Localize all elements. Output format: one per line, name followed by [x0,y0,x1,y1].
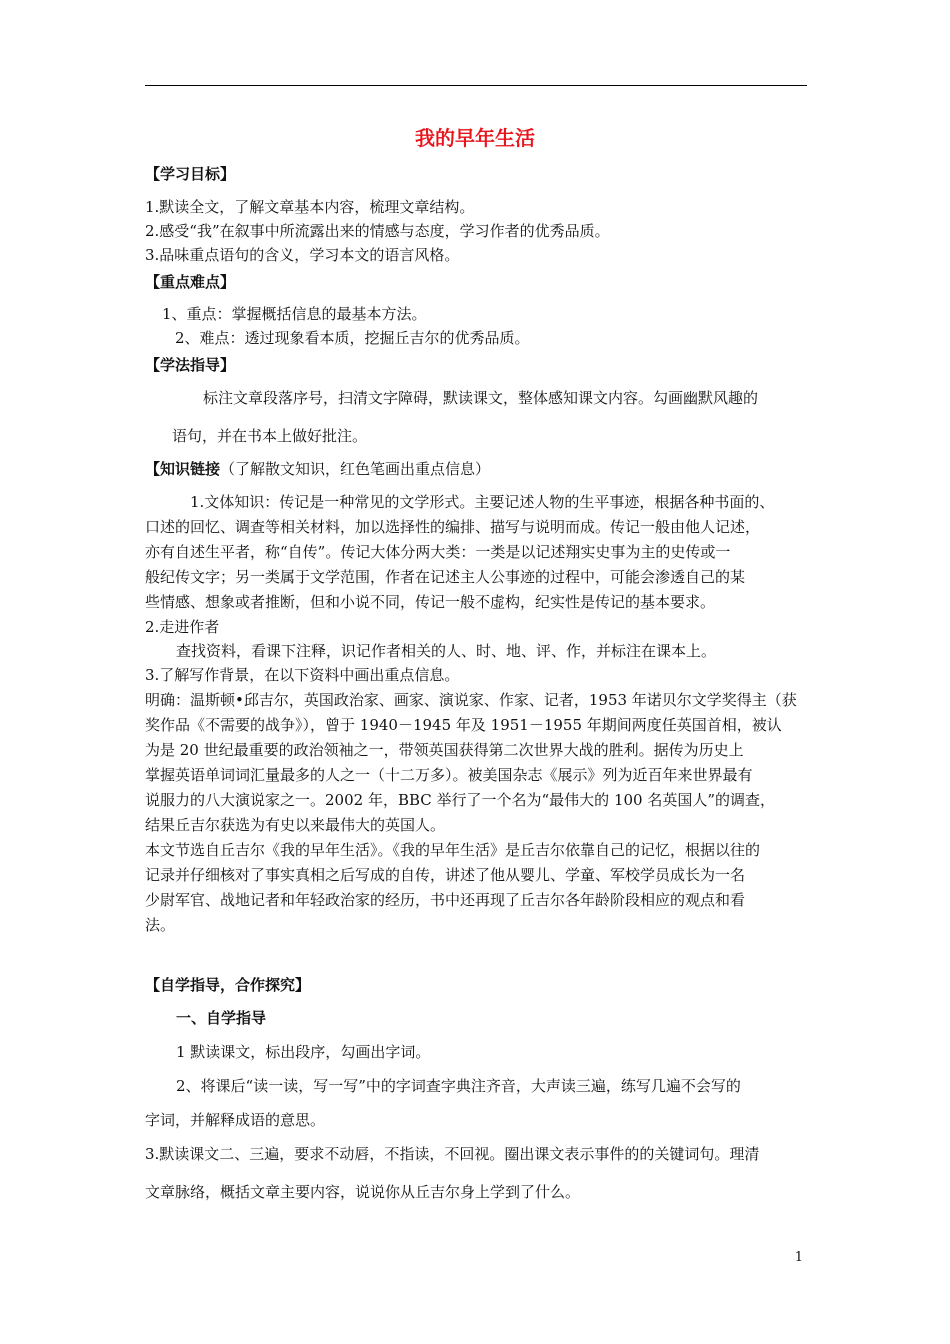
self-study-line: 字词，并解释成语的意思。 [145,1111,326,1129]
knowledge-line: 本文节选自丘吉尔《我的早年生活》。《我的早年生活》是丘吉尔依靠自己的记忆，根据以往的 [145,841,761,859]
knowledge-line: 些情感、想象或者推断，但和小说不同，传记一般不虚构，纪实性是传记的基本要求。 [145,593,716,611]
knowledge-line: 结果丘吉尔获选为有史以来最伟大的英国人。 [145,816,446,834]
knowledge-line: 法。 [145,916,176,934]
knowledge-line: 为是 20 世纪最重要的政治领袖之一，带领英国获得第二次世界大战的胜利。据传为历史上 [145,741,744,759]
knowledge-line: 记录并仔细核对了事实真相之后写成的自传，讲述了他从婴儿、学童、军校学员成长为一名 [145,866,746,884]
knowledge-heading-note: （了解散文知识，红色笔画出重点信息） [220,460,491,478]
knowledge-line: 少尉军官、战地记者和年轻政治家的经历，书中还再现了丘吉尔各年龄阶段相应的观点和看 [145,891,746,909]
knowledge-line: 说服力的八大演说家之一。2002 年，BBC 举行了一个名为“最伟大的 100 名英国人”的调查， [145,791,776,809]
section-heading-learning-goals: 【学习目标】 [145,165,236,183]
method-line: 标注文章段落序号，扫清文字障碍，默读课文，整体感知课文内容。勾画幽默风趣的 [203,389,759,407]
knowledge-line: 2.走进作者 [145,618,220,636]
knowledge-line: 查找资料，看课下注释，识记作者相关的人、时、地、评、作，并标注在课本上。 [176,642,717,660]
section-heading-method: 【学法指导】 [145,356,236,374]
section-heading-key-points: 【重点难点】 [145,273,236,291]
knowledge-line: 亦有自述生平者，称“自传”。传记大体分两大类：一类是以记述翔实史事为主的史传或一 [145,543,731,561]
goal-item: 2.感受“我”在叙事中所流露出来的情感与态度，学习作者的优秀品质。 [145,222,610,240]
self-study-line: 2、将课后“读一读，写一写”中的字词查字典注齐音，大声读三遍，练写几遍不会写的 [176,1077,741,1095]
self-study-line: 3.默读课文二、三遍，要求不动唇，不指读，不回视。圈出课文表示事件的的关键词句。理清 [145,1145,760,1163]
knowledge-line: 1.文体知识：传记是一种常见的文学形式。主要记述人物的生平事迹，根据各种书面的、 [190,493,775,511]
key-point-item: 2、难点：透过现象看本质，挖掘丘吉尔的优秀品质。 [175,329,530,347]
knowledge-line: 3.了解写作背景，在以下资料中画出重点信息。 [145,666,460,684]
key-point-item: 1、重点：掌握概括信息的最基本方法。 [162,305,427,323]
knowledge-line: 奖作品《不需要的战争》），曾于 1940－1945 年及 1951－1955 年期间两度任英国首相，被认 [145,716,782,734]
document-title: 我的早年生活 [415,126,535,150]
self-study-line: 1 默读课文，标出段序，勾画出字词。 [176,1043,431,1061]
knowledge-line: 口述的回忆、调查等相关材料，加以选择性的编排、描写与说明而成。传记一般由他人记述， [145,518,761,536]
section-heading-self-study: 【自学指导，合作探究】 [145,976,311,994]
knowledge-line: 掌握英语单词词汇量最多的人之一（十二万多）。被美国杂志《展示》列为近百年来世界最有 [145,766,753,784]
self-study-subheading: 一、自学指导 [176,1009,267,1027]
self-study-line: 文章脉络，概括文章主要内容，说说你从丘吉尔身上学到了什么。 [145,1183,581,1201]
knowledge-heading-label: 【知识链接 [145,460,221,478]
goal-item: 1.默读全文，了解文章基本内容，梳理文章结构。 [145,198,475,216]
method-line: 语句，并在书本上做好批注。 [172,427,368,445]
header-rule [145,85,807,86]
page-number: 1 [794,1250,803,1265]
section-heading-knowledge-link [145,459,490,479]
knowledge-line: 般纪传文字；另一类属于文学范围，作者在记述主人公事迹的过程中，可能会渗透自己的某 [145,568,746,586]
goal-item: 3.品味重点语句的含义，学习本文的语言风格。 [145,246,460,264]
knowledge-line: 明确：温斯顿•邱吉尔，英国政治家、画家、演说家、作家、记者，1953 年诺贝尔文学奖得主（获 [145,691,797,709]
